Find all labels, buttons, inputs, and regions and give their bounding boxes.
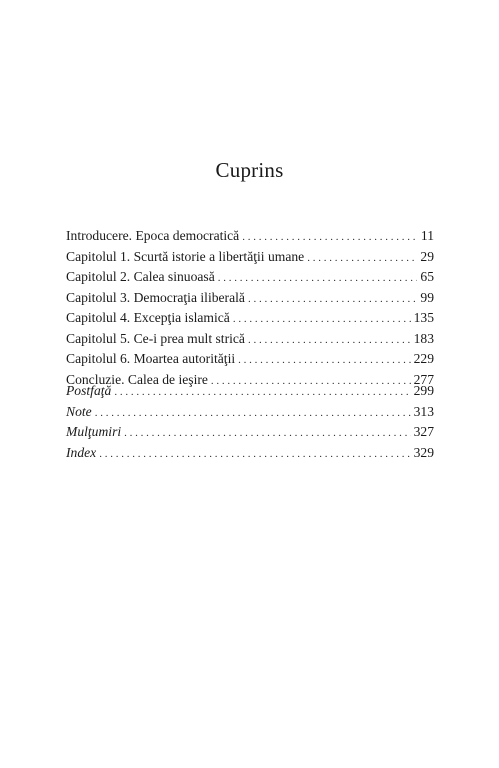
dot-leader <box>114 382 410 403</box>
toc-entry-capitolul-5 <box>66 329 434 350</box>
toc-entry-label: Mulţumiri <box>66 424 122 439</box>
toc-entry-capitolul-1 <box>66 247 434 268</box>
dot-leader <box>238 350 410 371</box>
table-of-contents-back-matter <box>66 381 434 463</box>
toc-entry-label: Capitolul 4. Excepţia islamică <box>66 310 230 325</box>
toc-entry-label: Capitolul 5. Ce-i prea mult strică <box>66 330 245 346</box>
dot-leader <box>248 289 417 310</box>
toc-entry-page: 135 <box>413 310 434 325</box>
toc-entry-page: 299 <box>413 383 434 398</box>
toc-entry-page: 327 <box>413 424 434 439</box>
page-title: Cuprins <box>215 158 284 182</box>
toc-entry-label: Postfaţă <box>66 383 112 398</box>
toc-entry-introducere <box>66 226 434 247</box>
toc-entry-index <box>66 443 434 464</box>
toc-entry-label: Capitolul 2. Calea sinuoasă <box>66 269 215 284</box>
toc-entry-postfata <box>66 381 434 402</box>
toc-entry-page: 11 <box>420 228 434 243</box>
toc-entry-page: 183 <box>413 330 434 346</box>
toc-entry-label: Concluzie. Calea de ieşire <box>66 371 208 387</box>
dot-leader <box>242 227 418 248</box>
table-of-contents-main <box>66 226 434 390</box>
toc-entry-page: 313 <box>413 403 434 419</box>
toc-entry-capitolul-6 <box>66 349 434 370</box>
toc-entry-capitolul-3 <box>66 288 434 309</box>
dot-leader <box>307 248 417 269</box>
dot-leader <box>99 444 410 465</box>
toc-entry-page: 29 <box>420 248 434 264</box>
toc-entry-label: Capitolul 6. Moartea autorităţii <box>66 351 236 366</box>
dot-leader <box>233 309 411 330</box>
toc-entry-page: 99 <box>420 289 434 305</box>
toc-entry-label: Note <box>66 403 92 419</box>
toc-entry-multumiri <box>66 422 434 443</box>
toc-entry-page: 329 <box>413 444 434 460</box>
toc-entry-label: Index <box>66 444 97 460</box>
toc-entry-label: Introducere. Epoca democratică <box>66 228 240 243</box>
toc-entry-capitolul-2 <box>66 267 434 288</box>
toc-entry-page: 65 <box>420 269 434 284</box>
dot-leader <box>248 330 411 351</box>
toc-entry-label: Capitolul 1. Scurtă istorie a libertăţii umane <box>66 248 305 264</box>
toc-entry-page: 277 <box>413 371 434 387</box>
toc-entry-capitolul-4 <box>66 308 434 329</box>
toc-entry-label: Capitolul 3. Democraţia iliberală <box>66 289 245 305</box>
toc-entry-page: 229 <box>413 351 434 366</box>
dot-leader <box>218 268 418 289</box>
toc-entry-note <box>66 402 434 423</box>
dot-leader <box>95 403 411 424</box>
dot-leader <box>124 423 410 444</box>
